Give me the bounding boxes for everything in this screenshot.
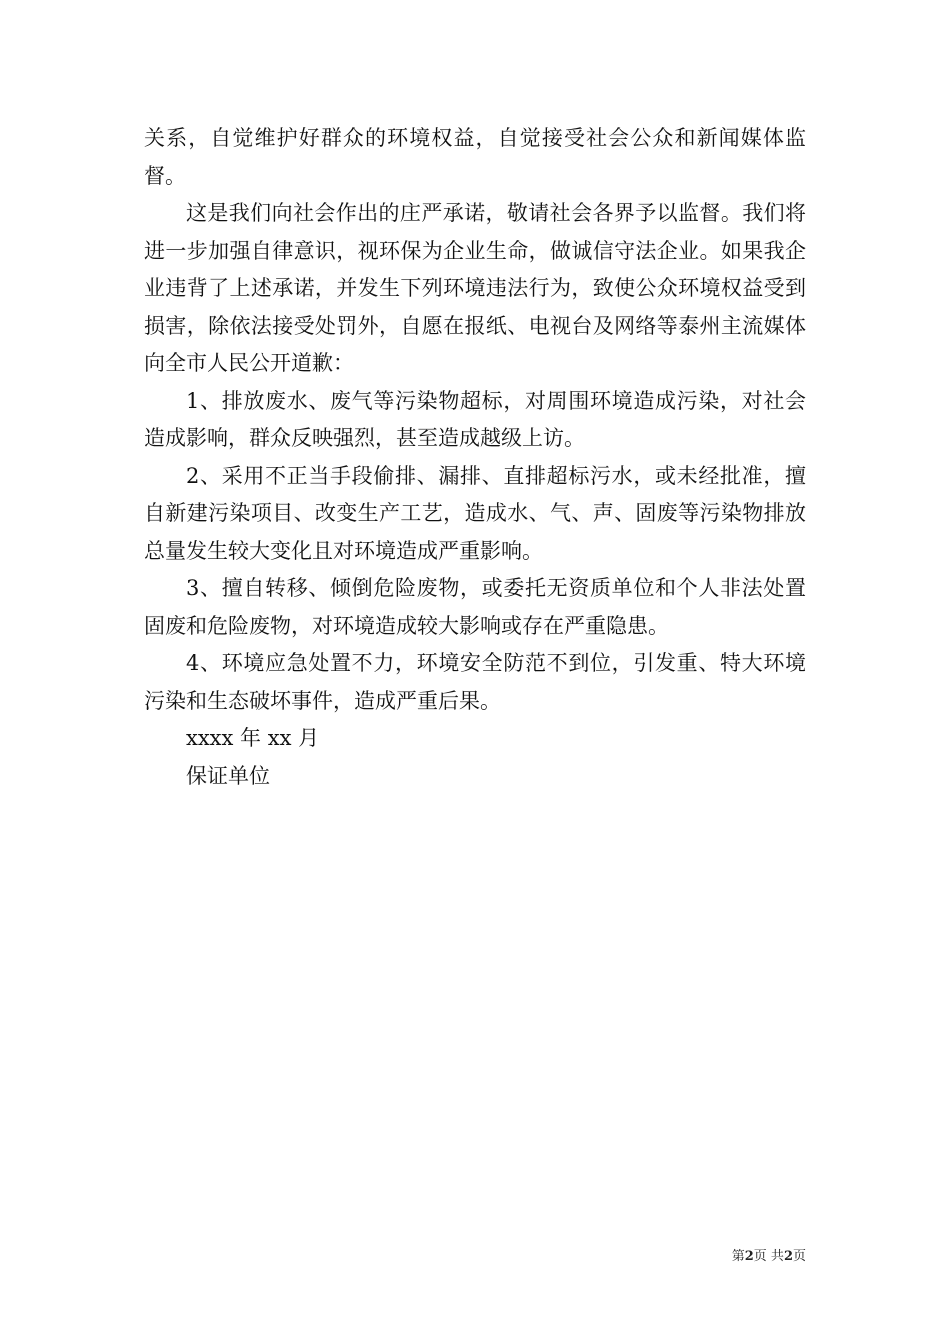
footer-current-page: 2 [744, 1249, 754, 1264]
footer-middle: 页 共 [753, 1249, 784, 1264]
document-body [144, 120, 806, 795]
paragraph-item-3: 3、擅自转移、倾倒危险废物，或委托无资质单位和个人非法处置固废和危险废物，对环境造成较大影响或存在严重隐患。 [144, 576, 806, 638]
paragraph-continuation: 关系，自觉维护好群众的环境权益，自觉接受社会公众和新闻媒体监督。 [144, 126, 806, 188]
footer-suffix: 页 [792, 1249, 806, 1264]
paragraph-commitment: 这是我们向社会作出的庄严承诺，敬请社会各界予以监督。我们将进一步加强自律意识，视环保为企业生命，做诚信守法企业。如果我企业违背了上述承诺，并发生下列环境违法行为，致使公众环境权益受到损害，除依法接受处罚外，自愿在报纸、电视台及网络等泰州主流媒体向全市人民公开道歉： [144, 201, 806, 375]
paragraph-item-2: 2、采用不正当手段偷排、漏排、直排超标污水，或未经批准，擅自新建污染项目、改变生产工艺，造成水、气、声、固废等污染物排放总量发生较大变化且对环境造成严重影响。 [144, 463, 806, 563]
paragraph-item-4: 4、环境应急处置不力，环境安全防范不到位，引发重、特大环境污染和生态破坏事件，造成严重后果。 [144, 651, 806, 713]
signature-line: 保证单位 [186, 763, 270, 788]
footer-prefix: 第 [731, 1249, 745, 1264]
footer-total-pages: 2 [783, 1249, 793, 1264]
paragraph-item-1: 1、排放废水、废气等污染物超标，对周围环境造成污染，对社会造成影响，群众反映强烈，甚至造成越级上访。 [144, 388, 806, 450]
page-footer [0, 1245, 806, 1264]
date-line: xxxx 年 xx 月 [186, 726, 320, 750]
